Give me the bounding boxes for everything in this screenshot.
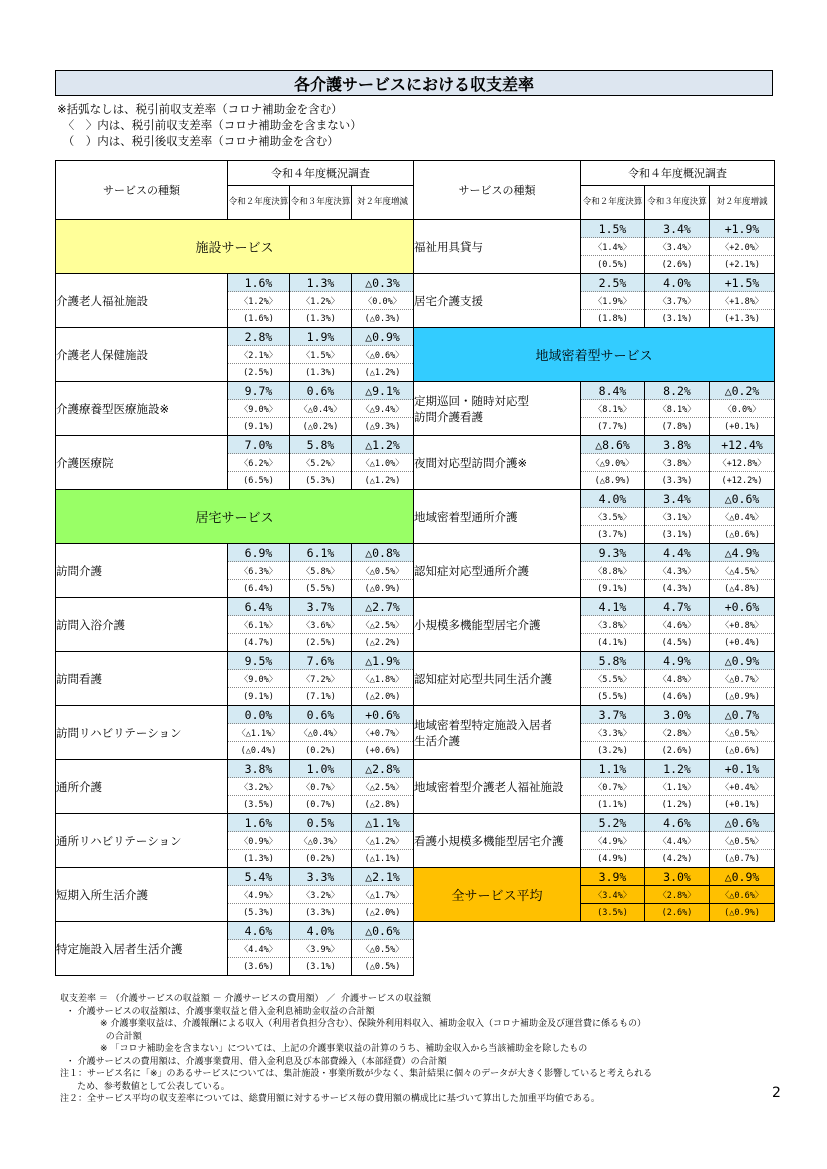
value-cell: 9.3%: [581, 544, 645, 562]
value-cell: 0.0%: [228, 706, 290, 724]
table-row: [56, 490, 775, 508]
section-header-blue: 地域密着型サービス: [414, 328, 775, 382]
service-name: 認知症対応型共同生活介護: [414, 652, 581, 706]
value-cell: (1.1%): [581, 796, 645, 814]
blank-cell: [414, 922, 775, 976]
value-cell: △0.9%: [352, 328, 414, 346]
service-name: 通所介護: [56, 760, 228, 814]
value-cell: 3.3%: [290, 868, 352, 886]
table-row: [56, 760, 775, 778]
value-cell: 〈3.6%〉: [290, 616, 352, 634]
value-cell: (△0.9%): [710, 688, 775, 706]
table-row: [56, 220, 775, 238]
value-cell: 〈△1.0%〉: [352, 454, 414, 472]
page-title: 各介護サービスにおける収支差率: [55, 70, 773, 96]
note-line: ※括弧なしは、税引前収支差率（コロナ補助金を含む）: [57, 102, 343, 116]
value-cell: (1.3%): [290, 310, 352, 328]
value-cell: 3.7%: [581, 706, 645, 724]
note-line: ※ 介護事業収益は、介護報酬による収入（利用者負担分含む）、保険外利用料収入、補助金収入（コロナ補助金及び運営費に係るもの）: [60, 1019, 646, 1029]
header-service-type-right: サービスの種類: [414, 161, 581, 220]
value-cell: 7.6%: [290, 652, 352, 670]
value-cell: 〈△0.6%〉: [710, 886, 775, 904]
value-cell: 4.6%: [645, 814, 710, 832]
value-cell: (△0.9%): [352, 580, 414, 598]
value-cell: △0.6%: [710, 490, 775, 508]
value-cell: (△1.2%): [352, 364, 414, 382]
value-cell: (+0.1%): [710, 796, 775, 814]
value-cell: 〈5.8%〉: [290, 562, 352, 580]
service-name: 居宅介護支援: [414, 274, 581, 328]
value-cell: +1.5%: [710, 274, 775, 292]
value-cell: (4.9%): [581, 850, 645, 868]
value-cell: △8.6%: [581, 436, 645, 454]
value-cell: (△9.3%): [352, 418, 414, 436]
table-body: [56, 220, 775, 976]
value-cell: △9.1%: [352, 382, 414, 400]
value-cell: 〈+0.8%〉: [710, 616, 775, 634]
top-notes: [57, 101, 362, 149]
value-cell: (6.5%): [228, 472, 290, 490]
value-cell: (△1.1%): [352, 850, 414, 868]
value-cell: 〈△4.5%〉: [710, 562, 775, 580]
value-cell: (5.3%): [290, 472, 352, 490]
value-cell: 〈0.0%〉: [710, 400, 775, 418]
header-survey-right: 令和４年度概況調査: [581, 161, 775, 186]
service-name: 認知症対応型通所介護: [414, 544, 581, 598]
header-service-type-left: サービスの種類: [56, 161, 228, 220]
value-cell: (△0.2%): [290, 418, 352, 436]
value-cell: 〈+12.8%〉: [710, 454, 775, 472]
value-cell: (4.6%): [645, 688, 710, 706]
service-name: 介護老人福祉施設: [56, 274, 228, 328]
value-cell: (0.7%): [290, 796, 352, 814]
value-cell: 1.6%: [228, 814, 290, 832]
value-cell: 〈2.1%〉: [228, 346, 290, 364]
value-cell: +1.9%: [710, 220, 775, 238]
value-cell: 3.9%: [581, 868, 645, 886]
value-cell: 〈△9.4%〉: [352, 400, 414, 418]
value-cell: 〈1.1%〉: [645, 778, 710, 796]
value-cell: △4.9%: [710, 544, 775, 562]
value-cell: (3.1%): [290, 958, 352, 976]
value-cell: 4.1%: [581, 598, 645, 616]
value-cell: (△2.0%): [352, 904, 414, 922]
value-cell: (△2.0%): [352, 688, 414, 706]
value-cell: 〈△9.0%〉: [581, 454, 645, 472]
value-cell: △2.7%: [352, 598, 414, 616]
value-cell: 〈+1.8%〉: [710, 292, 775, 310]
note-line: ・ 介護サービスの収益額は、介護事業収益と借入金利息補助金収益の合計額: [60, 1006, 375, 1017]
value-cell: 〈△0.4%〉: [710, 508, 775, 526]
service-name: 小規模多機能型居宅介護: [414, 598, 581, 652]
value-cell: (3.2%): [581, 742, 645, 760]
value-cell: 〈4.9%〉: [228, 886, 290, 904]
value-cell: (4.1%): [581, 634, 645, 652]
value-cell: 0.6%: [290, 382, 352, 400]
service-name: 介護療養型医療施設※: [56, 382, 228, 436]
value-cell: 〈4.8%〉: [645, 670, 710, 688]
value-cell: △0.9%: [710, 868, 775, 886]
value-cell: 〈△2.5%〉: [352, 616, 414, 634]
value-cell: 4.7%: [645, 598, 710, 616]
service-name: 定期巡回・随時対応型 訪問介護看護: [414, 382, 581, 436]
value-cell: 〈4.6%〉: [645, 616, 710, 634]
value-cell: 5.4%: [228, 868, 290, 886]
value-cell: 6.9%: [228, 544, 290, 562]
value-cell: 〈△0.3%〉: [290, 832, 352, 850]
value-cell: (3.5%): [228, 796, 290, 814]
value-cell: 〈△1.7%〉: [352, 886, 414, 904]
value-cell: △2.8%: [352, 760, 414, 778]
margin-table: [55, 160, 775, 976]
value-cell: (4.3%): [645, 580, 710, 598]
value-cell: 〈△0.4%〉: [290, 400, 352, 418]
value-cell: (4.2%): [645, 850, 710, 868]
table-row: [56, 652, 775, 670]
service-name: 地域密着型通所介護: [414, 490, 581, 544]
service-name: 福祉用具貸与: [414, 220, 581, 274]
note-line: ため、参考数値として公表している。: [60, 1081, 230, 1092]
value-cell: 〈5.5%〉: [581, 670, 645, 688]
value-cell: 1.5%: [581, 220, 645, 238]
value-cell: +0.1%: [710, 760, 775, 778]
value-cell: 〈+2.0%〉: [710, 238, 775, 256]
service-name: 看護小規模多機能型居宅介護: [414, 814, 581, 868]
average-label: 全サービス平均: [414, 868, 581, 922]
value-cell: 〈△1.1%〉: [228, 724, 290, 742]
value-cell: +12.4%: [710, 436, 775, 454]
value-cell: (2.6%): [645, 904, 710, 922]
value-cell: 0.5%: [290, 814, 352, 832]
service-name: 訪問リハビリテーション: [56, 706, 228, 760]
page-number: 2: [772, 1085, 781, 1101]
value-cell: (3.7%): [581, 526, 645, 544]
value-cell: 〈9.0%〉: [228, 670, 290, 688]
value-cell: 〈+0.4%〉: [710, 778, 775, 796]
value-cell: 3.8%: [645, 436, 710, 454]
value-cell: 4.0%: [581, 490, 645, 508]
value-cell: 〈5.2%〉: [290, 454, 352, 472]
value-cell: 〈1.9%〉: [581, 292, 645, 310]
value-cell: 〈4.4%〉: [228, 940, 290, 958]
value-cell: (7.1%): [290, 688, 352, 706]
value-cell: 〈8.1%〉: [645, 400, 710, 418]
value-cell: (4.7%): [228, 634, 290, 652]
service-name: 地域密着型特定施設入居者 生活介護: [414, 706, 581, 760]
table-row: [56, 436, 775, 454]
value-cell: 〈△1.2%〉: [352, 832, 414, 850]
value-cell: 8.4%: [581, 382, 645, 400]
value-cell: 4.0%: [290, 922, 352, 940]
value-cell: 〈0.7%〉: [290, 778, 352, 796]
table-row: [56, 868, 775, 886]
value-cell: 〈3.2%〉: [290, 886, 352, 904]
value-cell: △0.6%: [352, 922, 414, 940]
value-cell: 〈6.3%〉: [228, 562, 290, 580]
value-cell: 0.6%: [290, 706, 352, 724]
value-cell: 〈3.4%〉: [645, 238, 710, 256]
value-cell: 〈3.8%〉: [581, 616, 645, 634]
value-cell: (5.5%): [290, 580, 352, 598]
value-cell: (+1.3%): [710, 310, 775, 328]
value-cell: △1.2%: [352, 436, 414, 454]
value-cell: (0.2%): [290, 850, 352, 868]
value-cell: 3.0%: [645, 706, 710, 724]
value-cell: 5.8%: [581, 652, 645, 670]
table-row: [56, 598, 775, 616]
value-cell: (5.5%): [581, 688, 645, 706]
value-cell: 〈△1.8%〉: [352, 670, 414, 688]
value-cell: (1.6%): [228, 310, 290, 328]
value-cell: 〈△0.4%〉: [290, 724, 352, 742]
section-header-yellow: 施設サービス: [56, 220, 414, 274]
value-cell: 4.6%: [228, 922, 290, 940]
value-cell: (△8.9%): [581, 472, 645, 490]
service-name: 介護老人保健施設: [56, 328, 228, 382]
value-cell: (+0.6%): [352, 742, 414, 760]
value-cell: 5.8%: [290, 436, 352, 454]
value-cell: 1.3%: [290, 274, 352, 292]
value-cell: (2.5%): [290, 634, 352, 652]
value-cell: 〈1.5%〉: [290, 346, 352, 364]
value-cell: (7.8%): [645, 418, 710, 436]
note-line: 〈 〉内は、税引前収支差率（コロナ補助金を含まない）: [57, 118, 362, 132]
value-cell: 1.9%: [290, 328, 352, 346]
value-cell: 〈8.1%〉: [581, 400, 645, 418]
value-cell: 〈3.4%〉: [581, 886, 645, 904]
note-line: 注１：サービス名に「※」のあるサービスについては、集計施設・事業所数が少なく、集計結果に個々のデータが大きく影響していると考えられる: [60, 1069, 653, 1079]
value-cell: (△2.2%): [352, 634, 414, 652]
value-cell: 4.9%: [645, 652, 710, 670]
value-cell: (9.1%): [581, 580, 645, 598]
table-row: [56, 382, 775, 400]
value-cell: (3.5%): [581, 904, 645, 922]
service-name: 介護医療院: [56, 436, 228, 490]
value-cell: (△0.7%): [710, 850, 775, 868]
value-cell: 5.2%: [581, 814, 645, 832]
value-cell: △0.9%: [710, 652, 775, 670]
value-cell: 〈4.9%〉: [581, 832, 645, 850]
value-cell: △0.2%: [710, 382, 775, 400]
value-cell: (2.6%): [645, 742, 710, 760]
value-cell: (1.3%): [228, 850, 290, 868]
value-cell: (△0.3%): [352, 310, 414, 328]
value-cell: 〈3.2%〉: [228, 778, 290, 796]
value-cell: 〈1.2%〉: [290, 292, 352, 310]
value-cell: 〈1.4%〉: [581, 238, 645, 256]
value-cell: △1.9%: [352, 652, 414, 670]
value-cell: 〈6.1%〉: [228, 616, 290, 634]
note-line: （ ）内は、税引後収支差率（コロナ補助金を含む）: [57, 134, 339, 148]
service-name: 夜間対応型訪問介護※: [414, 436, 581, 490]
value-cell: 4.4%: [645, 544, 710, 562]
value-cell: (9.1%): [228, 418, 290, 436]
header-col1: 令和２年度決算: [228, 186, 290, 220]
header-col3: 対２年度増減: [710, 186, 775, 220]
service-name: 特定施設入居者生活介護: [56, 922, 228, 976]
service-name: 通所リハビリテーション: [56, 814, 228, 868]
value-cell: 〈7.2%〉: [290, 670, 352, 688]
value-cell: △0.6%: [710, 814, 775, 832]
value-cell: (3.1%): [645, 526, 710, 544]
table-row: [56, 706, 775, 724]
value-cell: 〈△0.7%〉: [710, 670, 775, 688]
value-cell: 〈△0.5%〉: [710, 724, 775, 742]
value-cell: △2.1%: [352, 868, 414, 886]
value-cell: (+0.1%): [710, 418, 775, 436]
service-name: 訪問介護: [56, 544, 228, 598]
value-cell: 3.7%: [290, 598, 352, 616]
value-cell: (△0.6%): [710, 526, 775, 544]
value-cell: 〈9.0%〉: [228, 400, 290, 418]
value-cell: (7.7%): [581, 418, 645, 436]
value-cell: (3.6%): [228, 958, 290, 976]
value-cell: 〈△0.5%〉: [352, 940, 414, 958]
value-cell: 〈2.8%〉: [645, 886, 710, 904]
value-cell: 8.2%: [645, 382, 710, 400]
value-cell: (△0.6%): [710, 742, 775, 760]
table-row: [56, 922, 775, 940]
table-row: [56, 814, 775, 832]
value-cell: 〈△2.5%〉: [352, 778, 414, 796]
header-col1: 令和２年度決算: [581, 186, 645, 220]
header-survey-left: 令和４年度概況調査: [228, 161, 414, 186]
value-cell: (3.1%): [645, 310, 710, 328]
value-cell: 〈0.0%〉: [352, 292, 414, 310]
value-cell: (4.5%): [645, 634, 710, 652]
value-cell: 〈2.8%〉: [645, 724, 710, 742]
table-row: [56, 328, 775, 346]
value-cell: 〈△0.5%〉: [710, 832, 775, 850]
value-cell: △1.1%: [352, 814, 414, 832]
value-cell: 3.4%: [645, 220, 710, 238]
value-cell: 〈0.9%〉: [228, 832, 290, 850]
value-cell: (3.3%): [645, 472, 710, 490]
value-cell: (+12.2%): [710, 472, 775, 490]
value-cell: 4.0%: [645, 274, 710, 292]
value-cell: 〈3.7%〉: [645, 292, 710, 310]
value-cell: 〈1.2%〉: [228, 292, 290, 310]
value-cell: 6.1%: [290, 544, 352, 562]
value-cell: 〈8.8%〉: [581, 562, 645, 580]
value-cell: 6.4%: [228, 598, 290, 616]
value-cell: (△1.2%): [352, 472, 414, 490]
value-cell: (3.3%): [290, 904, 352, 922]
value-cell: 〈4.3%〉: [645, 562, 710, 580]
value-cell: (1.8%): [581, 310, 645, 328]
value-cell: 〈6.2%〉: [228, 454, 290, 472]
value-cell: (1.2%): [645, 796, 710, 814]
value-cell: 〈3.1%〉: [645, 508, 710, 526]
note-line: の合計額: [60, 1031, 142, 1042]
section-header-green: 居宅サービス: [56, 490, 414, 544]
value-cell: 3.4%: [645, 490, 710, 508]
value-cell: △0.3%: [352, 274, 414, 292]
value-cell: 1.2%: [645, 760, 710, 778]
value-cell: (2.5%): [228, 364, 290, 382]
note-line: ・ 介護サービスの費用額は、介護事業費用、借入金利息及び本部費繰入（本部経費）の合計額: [60, 1056, 447, 1067]
value-cell: (+0.4%): [710, 634, 775, 652]
service-name: 地域密着型介護老人福祉施設: [414, 760, 581, 814]
value-cell: 〈4.4%〉: [645, 832, 710, 850]
value-cell: (+2.1%): [710, 256, 775, 274]
value-cell: 〈3.3%〉: [581, 724, 645, 742]
value-cell: 〈0.7%〉: [581, 778, 645, 796]
table-row: [56, 274, 775, 292]
service-name: 訪問看護: [56, 652, 228, 706]
value-cell: 9.7%: [228, 382, 290, 400]
value-cell: (1.3%): [290, 364, 352, 382]
value-cell: (△2.8%): [352, 796, 414, 814]
value-cell: 9.5%: [228, 652, 290, 670]
value-cell: (0.2%): [290, 742, 352, 760]
value-cell: 2.5%: [581, 274, 645, 292]
value-cell: (9.1%): [228, 688, 290, 706]
note-line: 収支差率 ＝ （介護サービスの収益額 － 介護サービスの費用額） ／ 介護サービスの収益額: [60, 994, 432, 1004]
header-col2: 令和３年度決算: [645, 186, 710, 220]
value-cell: 〈3.9%〉: [290, 940, 352, 958]
value-cell: △0.7%: [710, 706, 775, 724]
value-cell: 〈△0.5%〉: [352, 562, 414, 580]
note-line: ※ 「コロナ補助金を含まない」については、上記の介護事業収益の計算のうち、補助金収入から当該補助金を除したもの: [60, 1044, 588, 1054]
value-cell: 〈+0.7%〉: [352, 724, 414, 742]
value-cell: (△4.8%): [710, 580, 775, 598]
header-col2: 令和３年度決算: [290, 186, 352, 220]
value-cell: (5.3%): [228, 904, 290, 922]
value-cell: (△0.4%): [228, 742, 290, 760]
value-cell: (6.4%): [228, 580, 290, 598]
service-name: 短期入所生活介護: [56, 868, 228, 922]
value-cell: +0.6%: [352, 706, 414, 724]
value-cell: (2.6%): [645, 256, 710, 274]
value-cell: 2.8%: [228, 328, 290, 346]
value-cell: 1.6%: [228, 274, 290, 292]
table-row: [56, 544, 775, 562]
value-cell: (△0.5%): [352, 958, 414, 976]
value-cell: 〈3.5%〉: [581, 508, 645, 526]
header-col3: 対２年度増減: [352, 186, 414, 220]
value-cell: (0.5%): [581, 256, 645, 274]
bottom-notes: [60, 993, 780, 1106]
value-cell: 〈3.8%〉: [645, 454, 710, 472]
note-line: 注２：全サービス平均の収支差率については、総費用額に対するサービス毎の費用額の構成比に基づいて算出した加重平均値である。: [60, 1094, 600, 1104]
service-name: 訪問入浴介護: [56, 598, 228, 652]
value-cell: 7.0%: [228, 436, 290, 454]
value-cell: 3.8%: [228, 760, 290, 778]
value-cell: △0.8%: [352, 544, 414, 562]
value-cell: (△0.9%): [710, 904, 775, 922]
value-cell: 1.1%: [581, 760, 645, 778]
value-cell: 3.0%: [645, 868, 710, 886]
value-cell: +0.6%: [710, 598, 775, 616]
value-cell: 1.0%: [290, 760, 352, 778]
value-cell: 〈△0.6%〉: [352, 346, 414, 364]
